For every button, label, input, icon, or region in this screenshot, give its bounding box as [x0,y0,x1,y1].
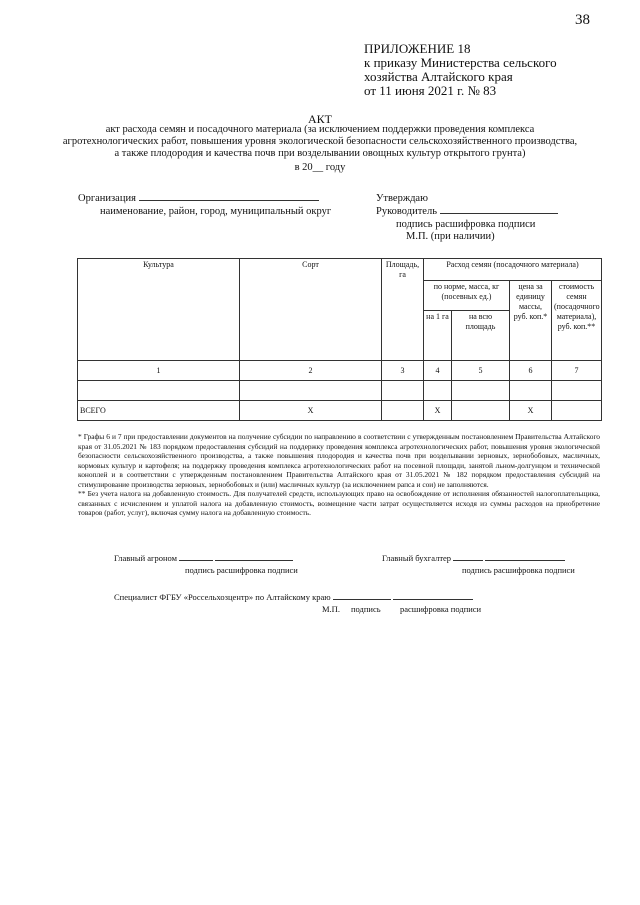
accountant-label: Главный бухгалтер [382,553,452,563]
table-row [78,381,602,401]
total-price-x: Х [510,401,552,421]
organization-label: Организация [78,193,136,204]
appendix-block [364,42,557,98]
footnote-2: ** Без учета налога на добавленную стоимость. Для получателей средств, использующих право на освобождение от исполнения обязанностей налогоплательщика, связанных с исчислением и уплатой налога на добавленную стоимость, возмещение части затрат осуществляется исходя из суммы расходов на приобретение товаров (работ, услуг), включая сумму налога на добавленную стоимость. [78,489,600,517]
col-number-1: 1 [78,361,240,381]
specialist-field [114,592,473,602]
appendix-line-2: к приказу Министерства сельского [364,55,557,70]
header-per-ha: на 1 га [424,311,452,361]
cell[interactable] [552,381,602,401]
agronomist-caption: подпись расшифровка подписи [185,565,298,575]
seed-table [77,258,602,421]
total-cost-cell[interactable] [552,401,602,421]
specialist-name-line [393,599,473,600]
cell[interactable] [78,381,240,401]
header-cost: стоимость семян (посадочного материала), руб. коп.** [552,281,602,361]
col-number-4: 4 [424,361,452,381]
specialist-sign-caption: подпись [351,604,381,614]
document-subtitle: акт расхода семян и посадочного материала (за исключением поддержки проведения комплекса агротехнологических работ, повышения уровня экологической безопасности сельскохозяйственного производства, а также плодородия и качества почв при возделывании овощных культур открытого грунта) [62,124,578,159]
total-area-amount-cell[interactable] [452,401,510,421]
header-sort: Сорт [240,259,382,361]
head-line [440,213,558,214]
cell[interactable] [452,381,510,401]
col-number-7: 7 [552,361,602,381]
specialist-label: Специалист ФГБУ «Россельхозцентр» по Алтайскому краю [114,592,331,602]
accountant-field [382,553,565,563]
appendix-line-3: хозяйства Алтайского края [364,69,513,84]
specialist-mp: М.П. [322,604,340,614]
cell[interactable] [240,381,382,401]
header-price: цена за единицу массы, руб. коп.* [510,281,552,361]
header-total-area: на всю площадь [452,311,510,361]
footnote-1: * Графы 6 и 7 при предоставлении документов на получение субсидии по направлению в соответствии с утвержденным постановлением Правительства Алтайского края от 31.05.2021 № 183 порядком предоставления субсидий на поддержку проведения комплекса агротехнологических работ, повышения уровня экологической безопасности сельскохозяйственного производства, а также повышения плодородия и качества почв при возделывании зерновых, зернобобовых, масличных, кормовых культур и картофеля; на поддержку проведения комплекса агротехнологических работ на посевной площади, занятой льном-долгунцом и технической коноплей и в соответствии с утвержденным постановлением Правительства Алтайского края от 31.05.2021 № 182 порядком предоставления субсидий на стимулирование производства зерновых, зернобобовых и (или) масличных культур (за исключением рапса и сои) не заполняются. [78,432,600,489]
header-seed-use: Расход семян (посадочного материала) [424,259,602,281]
cell[interactable] [510,381,552,401]
agronomist-name-line [215,560,293,561]
header-culture: Культура [78,259,240,361]
specialist-sign-line [333,599,391,600]
cell[interactable] [382,381,424,401]
total-label: ВСЕГО [78,401,240,421]
total-row [78,401,602,421]
specialist-decode-caption: расшифровка подписи [400,604,482,614]
header-norm: по норме, масса, кг (посевных ед.) [424,281,510,311]
agronomist-sign-line [179,560,213,561]
year-line: в 20__ году [294,162,346,173]
appendix-line-1: ПРИЛОЖЕНИЕ 18 [364,41,471,56]
cell[interactable] [424,381,452,401]
total-sort-x: Х [240,401,382,421]
footnotes [78,432,600,518]
head-label: Руководитель [376,206,437,217]
header-area: Площадь, га [382,259,424,361]
stamp-label: М.П. (при наличии) [406,231,495,242]
approval-label: Утверждаю [376,193,428,204]
accountant-caption: подпись расшифровка подписи [462,565,575,575]
accountant-name-line [485,560,565,561]
document-title: АКТ [308,112,332,126]
page-number: 38 [575,12,590,28]
agronomist-field [114,553,293,563]
total-per-ha-x: Х [424,401,452,421]
accountant-sign-line [453,560,483,561]
head-field [376,206,558,217]
head-sign-caption: подпись расшифровка подписи [396,219,536,230]
col-number-2: 2 [240,361,382,381]
organization-line [139,200,319,201]
col-number-6: 6 [510,361,552,381]
organization-caption: наименование, район, город, муниципальный округ [100,206,332,217]
appendix-line-4: от 11 июня 2021 г. № 83 [364,83,497,98]
agronomist-label: Главный агроном [114,553,178,563]
organization-field [78,193,319,204]
col-number-3: 3 [382,361,424,381]
col-number-5: 5 [452,361,510,381]
total-area-cell[interactable] [382,401,424,421]
